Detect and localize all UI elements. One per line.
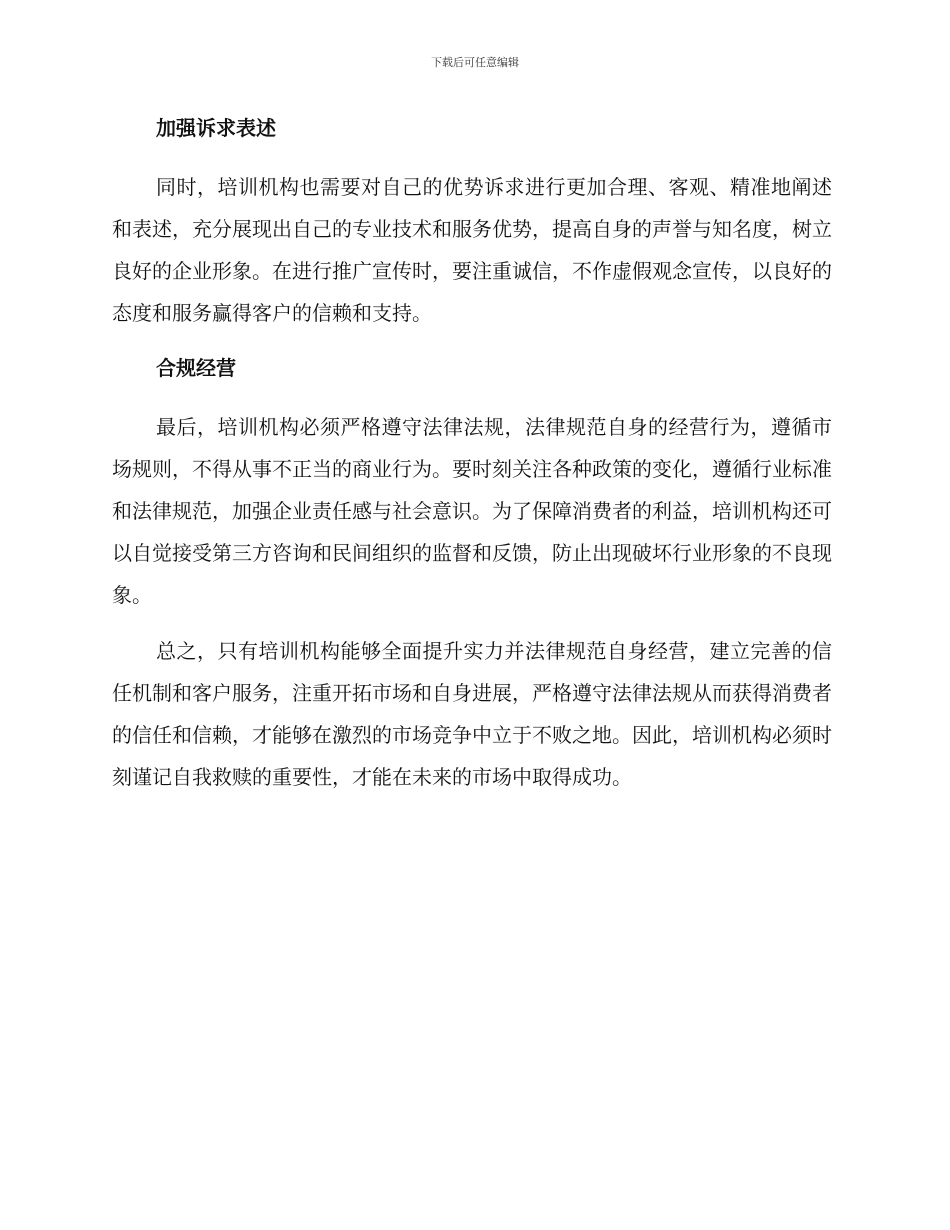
body-paragraph: 同时，培训机构也需要对自己的优势诉求进行更加合理、客观、精准地阐述和表述，充分展现出自己的专业技术和服务优势，提高自身的声誉与知名度，树立良好的企业形象。在进行推广宣传时，要注重诚信，不作虚假观念宣传，以良好的态度和服务赢得客户的信赖和支持。 [112,175,832,325]
document-body [112,108,832,812]
page-header: 下载后可任意编辑 [431,56,519,69]
body-paragraph: 总之，只有培训机构能够全面提升实力并法律规范自身经营，建立完善的信任机制和客户服务，注重开拓市场和自身进展，严格遵守法律法规从而获得消费者的信任和信赖，才能够在激烈的市场竞争中立于不败之地。因此，培训机构必须时刻谨记自我救赎的重要性，才能在未来的市场中取得成功。 [112,639,832,789]
section-strengthen-appeal [112,108,832,334]
section-heading: 加强诉求表述 [156,116,276,140]
body-paragraph: 最后，培训机构必须严格遵守法律法规，法律规范自身的经营行为，遵循市场规则，不得从事不正当的商业行为。要时刻关注各种政策的变化，遵循行业标准和法律规范，加强企业责任感与社会意识。为了保障消费者的利益，培训机构还可以自觉接受第三方咨询和民间组织的监督和反馈，防止出现破坏行业形象的不良现象。 [112,415,832,607]
section-compliance [112,348,832,798]
section-heading: 合规经营 [156,356,236,380]
